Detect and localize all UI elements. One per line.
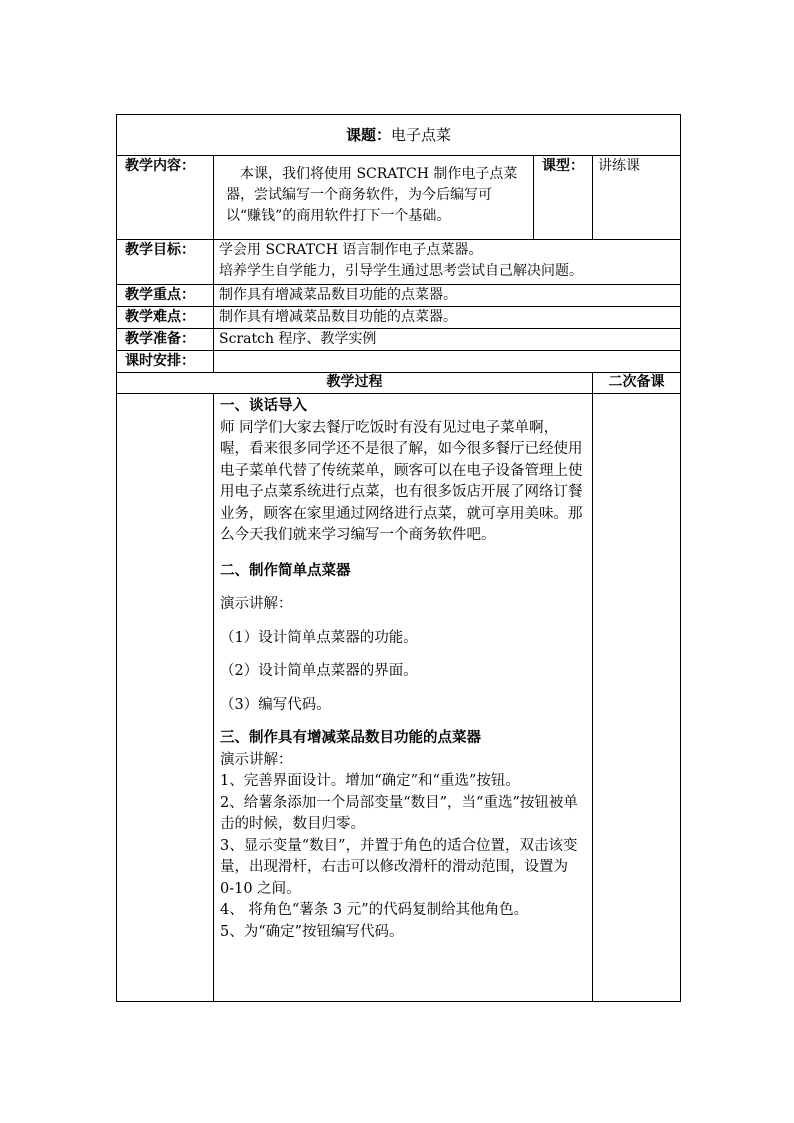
- section-3-title: 三、制作具有增减菜品数目功能的点菜器: [220, 730, 481, 746]
- section-1-text: 师 同学们大家去餐厅吃饭时有没有见过电子菜单啊，喔，看来很多同学还不是很了解，如今很多餐厅已经使用电子菜单代替了传统菜单，顾客可以在电子设备管理上使用电子点菜系统进行点菜，也有很多饭店开展了网络订餐业务，顾客在家里通过网络进行点菜，就可享用美味。那么今天我们就来学习编写一个商务软件吧。: [220, 419, 583, 543]
- title-row: [117, 115, 681, 156]
- secondary-header: 二次备课: [593, 373, 681, 394]
- preparation-row: [117, 329, 681, 351]
- difficulty-row: [117, 307, 681, 329]
- section-1-title: 一、谈话导入: [220, 398, 307, 414]
- key-point-text: 制作具有增减菜品数目功能的点菜器。: [214, 285, 681, 307]
- title-cell: [117, 115, 681, 156]
- process-body: [214, 394, 593, 1002]
- lesson-plan-table: [116, 114, 681, 1002]
- content-text: 本课，我们将使用 SCRATCH 制作电子点菜器，尝试编写一个商务软件，为今后编写可以“赚钱”的商用软件打下一个基础。: [226, 166, 518, 224]
- process-header: 教学过程: [117, 373, 593, 394]
- schedule-row: [117, 351, 681, 373]
- process-body-row: [117, 394, 681, 1002]
- type-value: 讲练课: [593, 156, 681, 240]
- goal-row: [117, 240, 681, 285]
- type-label: 课型：: [534, 156, 593, 240]
- content-row: [117, 156, 681, 240]
- process-header-row: [117, 373, 681, 394]
- section-3-item-4: 4、 将角色“薯条 3 元”的代码复制给其他角色。: [220, 902, 529, 918]
- key-point-label: 教学重点：: [117, 285, 214, 307]
- content-text-cell: [214, 156, 534, 240]
- difficulty-label: 教学难点：: [117, 307, 214, 329]
- section-3-item-2: 2、给薯条添加一个局部变量“数目”，当“重选”按钮被单击的时候，数目归零。: [220, 794, 578, 832]
- section-2-title: 二、制作简单点菜器: [220, 562, 351, 579]
- preparation-label: 教学准备：: [117, 329, 214, 351]
- section-2-item-2: （2）设计简单点菜器的界面。: [220, 663, 418, 679]
- section-3-intro: 演示讲解：: [220, 751, 293, 768]
- goal-label: 教学目标：: [117, 240, 214, 285]
- schedule-label: 课时安排：: [117, 351, 214, 373]
- key-point-row: [117, 285, 681, 307]
- secondary-notes-cell: [593, 394, 681, 1002]
- preparation-text: Scratch 程序、教学实例: [214, 329, 681, 351]
- lesson-plan-page: [116, 114, 680, 1002]
- goal-line-2: 培养学生自学能力，引导学生通过思考尝试自己解决问题。: [219, 263, 583, 279]
- section-2-intro: 演示讲解：: [220, 596, 293, 612]
- process-left-margin: [117, 394, 214, 1002]
- difficulty-text: 制作具有增减菜品数目功能的点菜器。: [214, 307, 681, 329]
- goal-line-1: 学会用 SCRATCH 语言制作电子点菜器。: [219, 242, 483, 258]
- section-3-item-3: 3、显示变量“数目”，并置于角色的适合位置，双击该变量，出现滑杆，右击可以修改滑杆的滑动范围，设置为 0-10 之间。: [220, 837, 578, 897]
- section-3-item-1: 1、完善界面设计。增加“确定”和“重选”按钮。: [220, 773, 520, 789]
- goal-cell: [214, 240, 681, 285]
- title-label: 课题：: [346, 125, 392, 144]
- schedule-text: [214, 351, 681, 373]
- section-3-item-5: 5、为“确定”按钮编写代码。: [220, 923, 404, 940]
- section-2-item-3: （3）编写代码。: [220, 696, 331, 713]
- content-label: 教学内容：: [117, 156, 214, 240]
- title-value: 电子点菜: [391, 125, 452, 144]
- section-2-item-1: （1）设计简单点菜器的功能。: [220, 629, 418, 646]
